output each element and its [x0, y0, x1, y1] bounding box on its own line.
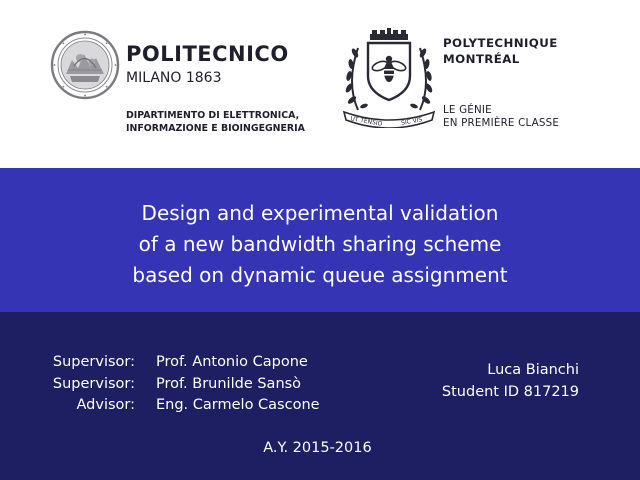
student-id: Student ID 817219 [441, 383, 579, 400]
presentation-title [0, 198, 640, 291]
polytechnique-name [443, 35, 558, 67]
polytechnique-name-line: MONTRÉAL [443, 52, 520, 66]
politecnico-city: MILANO 1863 [126, 70, 222, 86]
polytechnique-name-line: POLYTECHNIQUE [443, 36, 558, 50]
title-line: Design and experimental validation [141, 201, 499, 225]
department-line: DIPARTIMENTO DI ELETTRONICA, [126, 110, 300, 121]
polytechnique-crest-icon [340, 28, 438, 128]
person-name: Prof. Brunilde Sansò [156, 375, 302, 392]
title-line: based on dynamic queue assignment [132, 263, 508, 287]
department-line: INFORMAZIONE E BIOINGEGNERIA [126, 123, 305, 134]
title-line: of a new bandwidth sharing scheme [138, 232, 502, 256]
person-name: Prof. Antonio Capone [156, 354, 308, 370]
department-name [126, 109, 305, 135]
academic-year: A.Y. 2015-2016 [263, 440, 372, 456]
title-band [0, 168, 640, 312]
politecnico-seal-icon [50, 30, 120, 100]
polytechnique-tagline-line: LE GÉNIE [443, 104, 492, 116]
info-band [0, 312, 640, 480]
role-label: Advisor: [76, 397, 135, 413]
crest-banner-right: SIC VIS [400, 116, 423, 127]
student-name: Luca Bianchi [487, 362, 579, 378]
name-column [156, 352, 320, 417]
role-label: Supervisor: [52, 354, 135, 370]
politecnico-name: POLITECNICO [126, 42, 289, 66]
crest-banner-left: UT TENSIO [349, 115, 383, 128]
logo-header [0, 0, 640, 168]
polytechnique-tagline [443, 104, 559, 130]
role-label: Supervisor: [52, 375, 135, 392]
role-column [20, 352, 135, 417]
polytechnique-tagline-line: EN PREMIÈRE CLASSE [443, 117, 560, 129]
person-name: Eng. Carmelo Cascone [156, 397, 320, 413]
student-info [442, 360, 579, 403]
polytechnique-montreal-logo [340, 28, 590, 138]
politecnico-milano-logo [50, 30, 340, 140]
